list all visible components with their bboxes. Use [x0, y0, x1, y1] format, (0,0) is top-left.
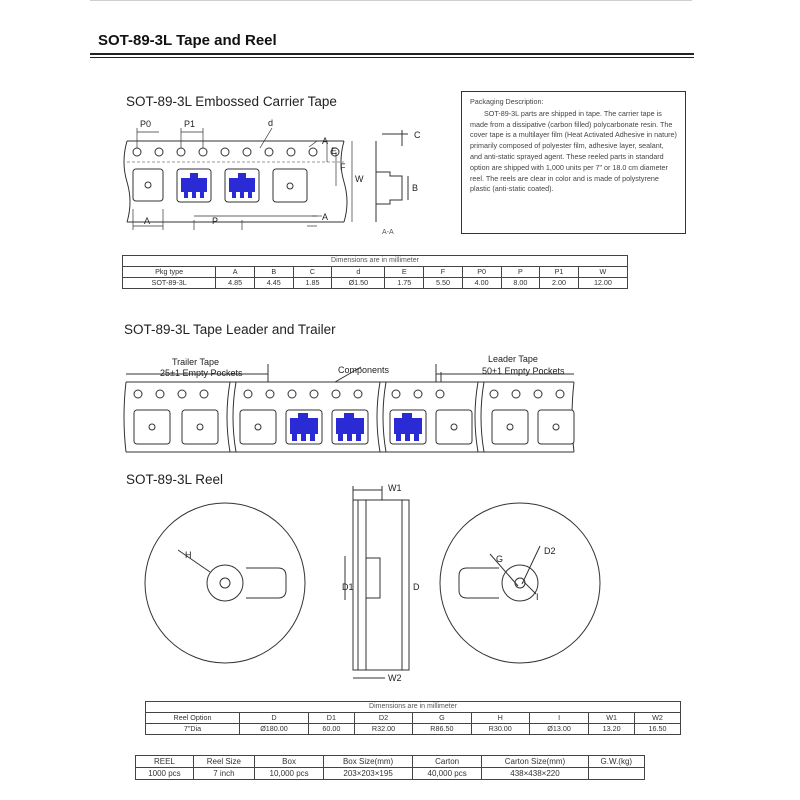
table-header-cell: Pkg type — [123, 267, 216, 278]
table-header-cell: B — [254, 267, 293, 278]
table-cell: R86.50 — [413, 724, 471, 735]
label-p0: P0 — [140, 119, 152, 129]
label-p: P — [212, 216, 219, 226]
reel-label-d2: D2 — [544, 546, 556, 556]
table-cell: 2.00 — [540, 278, 579, 289]
label-f: F — [340, 162, 346, 172]
page-title: SOT-89-3L Tape and Reel — [98, 32, 277, 49]
table-cell: 1000 pcs — [136, 768, 194, 780]
table-header-cell: W — [578, 267, 627, 278]
table-cell: Ø13.00 — [529, 724, 588, 735]
table-header-cell: REEL — [136, 756, 194, 768]
reel-drawing — [130, 478, 710, 688]
table-cell: 60.00 — [308, 724, 354, 735]
table-header-cell: D1 — [308, 713, 354, 724]
table-header-cell: Carton — [412, 756, 481, 768]
table-header-cell: F — [424, 267, 463, 278]
table-header-cell: D2 — [354, 713, 412, 724]
table-row — [136, 768, 645, 780]
table-cell: R32.00 — [354, 724, 412, 735]
reel-table-caption: Dimensions are in millimeter — [146, 702, 681, 713]
table-header-cell: Box — [254, 756, 323, 768]
label-p1: P1 — [184, 119, 196, 129]
label-b: B — [412, 183, 419, 193]
table-cell: 4.45 — [254, 278, 293, 289]
leader-trailer-title: SOT-89-3L Tape Leader and Trailer — [124, 322, 336, 337]
table-cell: 4.00 — [462, 278, 501, 289]
carrier-tape-title: SOT-89-3L Embossed Carrier Tape — [126, 94, 337, 109]
label-c: C — [414, 130, 421, 140]
table-cell: 8.00 — [501, 278, 540, 289]
table-header-cell: Box Size(mm) — [324, 756, 413, 768]
leader-pockets-label: 50±1 Empty Pockets — [482, 366, 565, 376]
top-rule — [90, 0, 692, 1]
table-header-row — [146, 713, 681, 724]
table-cell: 12.00 — [578, 278, 627, 289]
packaging-body: SOT-89-3L parts are shipped in tape. The carrier tape is made from a dissipative (carbon filled) polycarbonate resin. The cover tape is a multilayer film (Heat Activated Adhesive in nature) primarily composed of polyester film, adhesive layer, sealant, and anti-static sprayed agent. These reeled parts in standard option are shipped with 1,000 units per 7" or 18.0 cm diameter reel. The reels are clear in color and is made of polystyrene plastic (anti-static coated). — [470, 108, 677, 194]
trailer-pockets-label: 25±1 Empty Pockets — [160, 368, 243, 378]
table-cell: R30.00 — [471, 724, 529, 735]
packaging-description-box — [461, 91, 686, 234]
table-row — [123, 278, 628, 289]
table-header-cell: A — [216, 267, 255, 278]
table-header-cell: I — [529, 713, 588, 724]
tape-dimension-table — [122, 255, 628, 289]
carrier-tape-drawing — [112, 112, 442, 240]
table-cell: 7"Dia — [146, 724, 240, 735]
table-cell: 438×438×220 — [482, 768, 588, 780]
table-header-cell: P — [501, 267, 540, 278]
leader-sprocket-holes — [134, 390, 564, 398]
reel-label-w1: W1 — [388, 483, 402, 493]
table-header-row — [123, 267, 628, 278]
table-cell — [588, 768, 644, 780]
section-aa-label: A-A — [382, 229, 394, 236]
label-e: E — [331, 146, 338, 156]
table-cell: 16.50 — [635, 724, 681, 735]
table-cell: 203×203×195 — [324, 768, 413, 780]
reel-dimension-table — [145, 701, 681, 735]
label-a-mid: A — [322, 212, 329, 222]
table-header-cell: G — [413, 713, 471, 724]
sprocket-holes — [133, 148, 339, 156]
reel-title: SOT-89-3L Reel — [126, 472, 224, 487]
shipping-table — [135, 755, 645, 780]
packaging-heading: Packaging Description: — [470, 97, 544, 106]
title-rule-thin — [90, 57, 694, 58]
leader-tape-label: Leader Tape — [488, 354, 538, 364]
table-header-cell: Reel Option — [146, 713, 240, 724]
table-cell: 7 inch — [193, 768, 254, 780]
table-cell: SOT-89-3L — [123, 278, 216, 289]
table-header-cell: G.W.(kg) — [588, 756, 644, 768]
label-d: d — [268, 118, 274, 128]
label-w: W — [355, 174, 364, 184]
trailer-tape-label: Trailer Tape — [172, 357, 220, 367]
table-cell: 5.50 — [424, 278, 463, 289]
reel-label-i: I — [536, 592, 539, 602]
table-header-cell: W1 — [589, 713, 635, 724]
table-cell: 40,000 pcs — [412, 768, 481, 780]
reel-label-w2: W2 — [388, 673, 402, 683]
table-header-cell: d — [332, 267, 385, 278]
table-cell: 13.20 — [589, 724, 635, 735]
component-parts — [181, 173, 255, 198]
table-header-cell: Carton Size(mm) — [482, 756, 588, 768]
table-cell: 4.85 — [216, 278, 255, 289]
table-header-cell: E — [385, 267, 424, 278]
label-a-top: A — [322, 136, 329, 146]
reel-label-h: H — [185, 550, 192, 560]
components-label: Components — [338, 365, 390, 375]
table-cell: 10,000 pcs — [254, 768, 323, 780]
tape-table-caption: Dimensions are in millimeter — [123, 256, 628, 267]
title-rule-thick — [90, 53, 694, 55]
table-header-cell: H — [471, 713, 529, 724]
table-cell: Ø180.00 — [240, 724, 309, 735]
table-row — [146, 724, 681, 735]
table-header-cell: Reel Size — [193, 756, 254, 768]
table-cell: 1.75 — [385, 278, 424, 289]
table-header-cell: C — [293, 267, 332, 278]
table-header-cell: P1 — [540, 267, 579, 278]
leader-trailer-drawing — [118, 352, 578, 462]
table-header-cell: W2 — [635, 713, 681, 724]
table-header-row — [136, 756, 645, 768]
table-cell: Ø1.50 — [332, 278, 385, 289]
reel-label-d1: D1 — [342, 582, 354, 592]
reel-label-g: G — [496, 554, 504, 564]
table-header-cell: P0 — [462, 267, 501, 278]
table-header-cell: D — [240, 713, 309, 724]
table-cell: 1.85 — [293, 278, 332, 289]
label-a-bottom: A — [144, 216, 151, 226]
reel-label-d: D — [413, 582, 420, 592]
